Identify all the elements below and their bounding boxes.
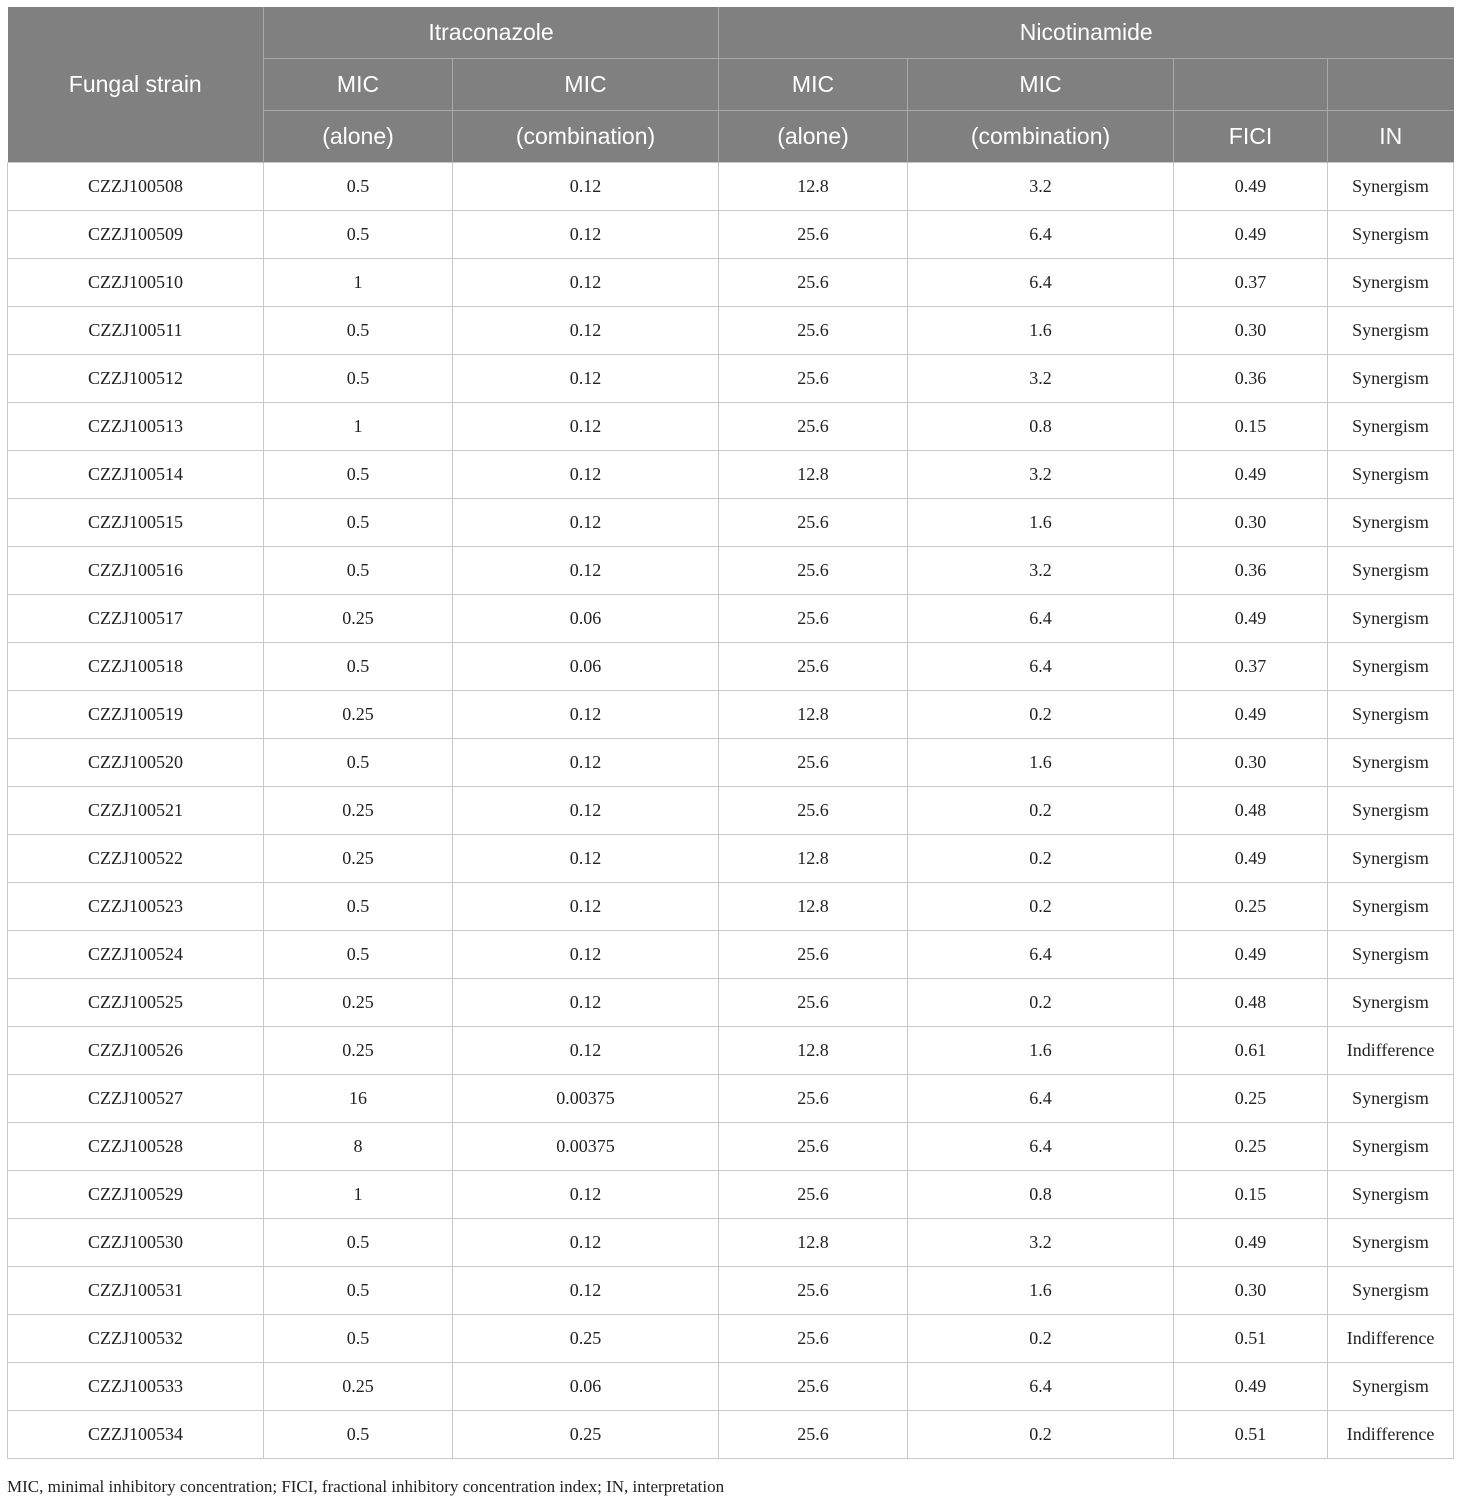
header-nico-combination: (combination) <box>908 111 1174 163</box>
table-row <box>8 1363 1454 1411</box>
cell-fici: 0.30 <box>1174 307 1328 355</box>
cell-interpretation: Synergism <box>1328 163 1454 211</box>
cell-nico-combination: 6.4 <box>908 259 1174 307</box>
table-row <box>8 1075 1454 1123</box>
table-row <box>8 547 1454 595</box>
cell-fici: 0.49 <box>1174 835 1328 883</box>
cell-itra-combination: 0.12 <box>453 979 719 1027</box>
cell-fici: 0.49 <box>1174 211 1328 259</box>
cell-nico-combination: 0.2 <box>908 835 1174 883</box>
cell-itra-alone: 0.5 <box>264 1267 453 1315</box>
cell-nico-alone: 25.6 <box>719 643 908 691</box>
cell-strain: CZZJ100517 <box>8 595 264 643</box>
cell-nico-combination: 0.8 <box>908 403 1174 451</box>
cell-nico-alone: 25.6 <box>719 595 908 643</box>
cell-interpretation: Synergism <box>1328 883 1454 931</box>
cell-strain: CZZJ100519 <box>8 691 264 739</box>
table-row <box>8 787 1454 835</box>
cell-fici: 0.49 <box>1174 1219 1328 1267</box>
cell-itra-combination: 0.12 <box>453 1219 719 1267</box>
cell-nico-alone: 25.6 <box>719 1363 908 1411</box>
cell-itra-alone: 0.5 <box>264 163 453 211</box>
cell-fici: 0.48 <box>1174 979 1328 1027</box>
cell-strain: CZZJ100531 <box>8 1267 264 1315</box>
cell-itra-combination: 0.12 <box>453 1171 719 1219</box>
cell-itra-alone: 0.25 <box>264 835 453 883</box>
cell-nico-alone: 25.6 <box>719 739 908 787</box>
table-row <box>8 163 1454 211</box>
cell-itra-combination: 0.12 <box>453 1267 719 1315</box>
cell-interpretation: Synergism <box>1328 691 1454 739</box>
header-nico-alone: (alone) <box>719 111 908 163</box>
cell-interpretation: Synergism <box>1328 355 1454 403</box>
cell-interpretation: Synergism <box>1328 1123 1454 1171</box>
cell-interpretation: Synergism <box>1328 979 1454 1027</box>
cell-strain: CZZJ100533 <box>8 1363 264 1411</box>
cell-nico-alone: 25.6 <box>719 1411 908 1459</box>
cell-itra-combination: 0.12 <box>453 691 719 739</box>
cell-itra-alone: 1 <box>264 259 453 307</box>
cell-itra-combination: 0.12 <box>453 451 719 499</box>
table-row <box>8 499 1454 547</box>
cell-fici: 0.15 <box>1174 403 1328 451</box>
cell-itra-combination: 0.12 <box>453 211 719 259</box>
table-row <box>8 883 1454 931</box>
cell-nico-alone: 25.6 <box>719 259 908 307</box>
cell-itra-alone: 0.5 <box>264 1315 453 1363</box>
cell-itra-alone: 1 <box>264 403 453 451</box>
header-group-itraconazole: Itraconazole <box>264 7 719 59</box>
cell-nico-alone: 25.6 <box>719 403 908 451</box>
cell-itra-combination: 0.06 <box>453 595 719 643</box>
header-fungal-strain: Fungal strain <box>8 7 264 163</box>
cell-strain: CZZJ100523 <box>8 883 264 931</box>
cell-fici: 0.48 <box>1174 787 1328 835</box>
cell-itra-alone: 0.25 <box>264 1363 453 1411</box>
cell-interpretation: Synergism <box>1328 739 1454 787</box>
cell-interpretation: Indifference <box>1328 1411 1454 1459</box>
cell-nico-combination: 1.6 <box>908 1267 1174 1315</box>
cell-interpretation: Synergism <box>1328 307 1454 355</box>
cell-interpretation: Synergism <box>1328 835 1454 883</box>
cell-itra-combination: 0.00375 <box>453 1123 719 1171</box>
cell-itra-combination: 0.12 <box>453 835 719 883</box>
cell-nico-alone: 12.8 <box>719 1027 908 1075</box>
cell-fici: 0.30 <box>1174 1267 1328 1315</box>
cell-strain: CZZJ100510 <box>8 259 264 307</box>
cell-fici: 0.49 <box>1174 595 1328 643</box>
cell-fici: 0.37 <box>1174 643 1328 691</box>
cell-itra-combination: 0.12 <box>453 259 719 307</box>
header-fici: FICI <box>1174 111 1328 163</box>
cell-interpretation: Synergism <box>1328 1075 1454 1123</box>
cell-itra-alone: 0.5 <box>264 451 453 499</box>
cell-itra-combination: 0.12 <box>453 787 719 835</box>
cell-itra-alone: 0.5 <box>264 1411 453 1459</box>
cell-itra-alone: 0.5 <box>264 931 453 979</box>
cell-itra-alone: 0.5 <box>264 499 453 547</box>
header-itra-mic-combination: MIC <box>453 59 719 111</box>
cell-fici: 0.49 <box>1174 1363 1328 1411</box>
cell-strain: CZZJ100511 <box>8 307 264 355</box>
table-row <box>8 403 1454 451</box>
cell-interpretation: Indifference <box>1328 1315 1454 1363</box>
table-footnote: MIC, minimal inhibitory concentration; FICI, fractional inhibitory concentration index; IN, interpretation <box>7 1477 725 1496</box>
cell-itra-combination: 0.25 <box>453 1411 719 1459</box>
table-row <box>8 1171 1454 1219</box>
table-row <box>8 1219 1454 1267</box>
table-row <box>8 1027 1454 1075</box>
cell-nico-alone: 12.8 <box>719 451 908 499</box>
cell-itra-alone: 0.5 <box>264 547 453 595</box>
cell-nico-combination: 6.4 <box>908 931 1174 979</box>
cell-fici: 0.25 <box>1174 1075 1328 1123</box>
cell-strain: CZZJ100518 <box>8 643 264 691</box>
cell-nico-alone: 12.8 <box>719 691 908 739</box>
cell-nico-combination: 6.4 <box>908 595 1174 643</box>
cell-itra-alone: 1 <box>264 1171 453 1219</box>
cell-strain: CZZJ100522 <box>8 835 264 883</box>
cell-itra-alone: 0.5 <box>264 355 453 403</box>
cell-itra-alone: 0.5 <box>264 739 453 787</box>
cell-strain: CZZJ100520 <box>8 739 264 787</box>
cell-itra-alone: 0.25 <box>264 787 453 835</box>
cell-itra-combination: 0.06 <box>453 1363 719 1411</box>
cell-itra-combination: 0.12 <box>453 883 719 931</box>
cell-itra-alone: 0.5 <box>264 307 453 355</box>
cell-fici: 0.51 <box>1174 1315 1328 1363</box>
cell-itra-alone: 0.25 <box>264 979 453 1027</box>
cell-fici: 0.25 <box>1174 883 1328 931</box>
table-row <box>8 259 1454 307</box>
cell-nico-alone: 25.6 <box>719 1075 908 1123</box>
table-row <box>8 1123 1454 1171</box>
cell-interpretation: Synergism <box>1328 1171 1454 1219</box>
cell-interpretation: Synergism <box>1328 931 1454 979</box>
cell-nico-alone: 25.6 <box>719 355 908 403</box>
cell-interpretation: Synergism <box>1328 259 1454 307</box>
cell-strain: CZZJ100530 <box>8 1219 264 1267</box>
cell-itra-alone: 0.5 <box>264 1219 453 1267</box>
header-itra-alone: (alone) <box>264 111 453 163</box>
cell-fici: 0.25 <box>1174 1123 1328 1171</box>
cell-itra-combination: 0.12 <box>453 163 719 211</box>
table-row <box>8 1315 1454 1363</box>
cell-strain: CZZJ100532 <box>8 1315 264 1363</box>
cell-nico-combination: 3.2 <box>908 355 1174 403</box>
cell-fici: 0.51 <box>1174 1411 1328 1459</box>
table-row <box>8 1411 1454 1459</box>
header-nico-mic-alone: MIC <box>719 59 908 111</box>
cell-interpretation: Synergism <box>1328 1363 1454 1411</box>
header-fici-blank <box>1174 59 1328 111</box>
cell-interpretation: Synergism <box>1328 211 1454 259</box>
cell-nico-alone: 25.6 <box>719 547 908 595</box>
cell-fici: 0.49 <box>1174 451 1328 499</box>
cell-nico-combination: 1.6 <box>908 1027 1174 1075</box>
cell-nico-combination: 1.6 <box>908 739 1174 787</box>
cell-strain: CZZJ100525 <box>8 979 264 1027</box>
cell-nico-combination: 3.2 <box>908 451 1174 499</box>
cell-nico-combination: 0.2 <box>908 1411 1174 1459</box>
header-in: IN <box>1328 111 1454 163</box>
synergy-table <box>7 7 1454 1459</box>
cell-strain: CZZJ100514 <box>8 451 264 499</box>
cell-itra-combination: 0.06 <box>453 643 719 691</box>
cell-itra-combination: 0.12 <box>453 355 719 403</box>
table-row <box>8 931 1454 979</box>
cell-nico-combination: 6.4 <box>908 1075 1174 1123</box>
table-row <box>8 211 1454 259</box>
table-row <box>8 355 1454 403</box>
cell-nico-alone: 25.6 <box>719 1171 908 1219</box>
cell-itra-alone: 0.5 <box>264 211 453 259</box>
table-row <box>8 307 1454 355</box>
cell-nico-alone: 25.6 <box>719 499 908 547</box>
cell-strain: CZZJ100512 <box>8 355 264 403</box>
cell-itra-combination: 0.12 <box>453 403 719 451</box>
table-header <box>8 7 1454 163</box>
cell-itra-combination: 0.12 <box>453 499 719 547</box>
cell-fici: 0.30 <box>1174 739 1328 787</box>
table-row <box>8 979 1454 1027</box>
cell-itra-combination: 0.00375 <box>453 1075 719 1123</box>
cell-itra-combination: 0.12 <box>453 307 719 355</box>
cell-nico-alone: 25.6 <box>719 787 908 835</box>
cell-nico-combination: 0.2 <box>908 1315 1174 1363</box>
cell-interpretation: Synergism <box>1328 547 1454 595</box>
cell-fici: 0.15 <box>1174 1171 1328 1219</box>
cell-nico-alone: 25.6 <box>719 1123 908 1171</box>
cell-fici: 0.36 <box>1174 355 1328 403</box>
cell-interpretation: Synergism <box>1328 1219 1454 1267</box>
cell-interpretation: Synergism <box>1328 403 1454 451</box>
cell-itra-combination: 0.25 <box>453 1315 719 1363</box>
cell-nico-combination: 0.8 <box>908 1171 1174 1219</box>
header-in-blank <box>1328 59 1454 111</box>
cell-nico-combination: 6.4 <box>908 1123 1174 1171</box>
cell-strain: CZZJ100529 <box>8 1171 264 1219</box>
cell-nico-combination: 0.2 <box>908 691 1174 739</box>
table-row <box>8 1267 1454 1315</box>
table-row <box>8 451 1454 499</box>
cell-nico-alone: 12.8 <box>719 883 908 931</box>
cell-nico-combination: 3.2 <box>908 547 1174 595</box>
cell-interpretation: Synergism <box>1328 499 1454 547</box>
cell-itra-alone: 0.25 <box>264 691 453 739</box>
cell-nico-alone: 25.6 <box>719 1267 908 1315</box>
cell-nico-alone: 25.6 <box>719 211 908 259</box>
cell-fici: 0.49 <box>1174 931 1328 979</box>
cell-strain: CZZJ100526 <box>8 1027 264 1075</box>
cell-fici: 0.30 <box>1174 499 1328 547</box>
cell-nico-combination: 6.4 <box>908 1363 1174 1411</box>
cell-fici: 0.37 <box>1174 259 1328 307</box>
cell-strain: CZZJ100534 <box>8 1411 264 1459</box>
header-group-nicotinamide: Nicotinamide <box>719 7 1454 59</box>
table-row <box>8 595 1454 643</box>
cell-itra-combination: 0.12 <box>453 547 719 595</box>
cell-strain: CZZJ100524 <box>8 931 264 979</box>
cell-interpretation: Synergism <box>1328 787 1454 835</box>
cell-fici: 0.61 <box>1174 1027 1328 1075</box>
cell-nico-alone: 12.8 <box>719 835 908 883</box>
cell-strain: CZZJ100527 <box>8 1075 264 1123</box>
cell-itra-alone: 0.25 <box>264 595 453 643</box>
cell-strain: CZZJ100509 <box>8 211 264 259</box>
header-itra-combination: (combination) <box>453 111 719 163</box>
cell-strain: CZZJ100521 <box>8 787 264 835</box>
table-row <box>8 691 1454 739</box>
cell-nico-alone: 25.6 <box>719 1315 908 1363</box>
cell-fici: 0.49 <box>1174 691 1328 739</box>
cell-nico-combination: 6.4 <box>908 211 1174 259</box>
cell-nico-combination: 1.6 <box>908 307 1174 355</box>
cell-strain: CZZJ100513 <box>8 403 264 451</box>
cell-interpretation: Synergism <box>1328 1267 1454 1315</box>
cell-itra-alone: 0.5 <box>264 643 453 691</box>
cell-itra-alone: 8 <box>264 1123 453 1171</box>
table-row <box>8 835 1454 883</box>
cell-nico-combination: 0.2 <box>908 979 1174 1027</box>
cell-strain: CZZJ100508 <box>8 163 264 211</box>
header-itra-mic-alone: MIC <box>264 59 453 111</box>
cell-nico-alone: 25.6 <box>719 307 908 355</box>
cell-nico-alone: 25.6 <box>719 931 908 979</box>
cell-nico-alone: 12.8 <box>719 1219 908 1267</box>
cell-itra-alone: 16 <box>264 1075 453 1123</box>
cell-nico-combination: 6.4 <box>908 643 1174 691</box>
table-row <box>8 643 1454 691</box>
table-body <box>8 163 1454 1459</box>
cell-interpretation: Synergism <box>1328 643 1454 691</box>
cell-interpretation: Synergism <box>1328 595 1454 643</box>
cell-strain: CZZJ100528 <box>8 1123 264 1171</box>
cell-itra-combination: 0.12 <box>453 1027 719 1075</box>
cell-nico-combination: 1.6 <box>908 499 1174 547</box>
cell-nico-combination: 3.2 <box>908 163 1174 211</box>
cell-interpretation: Synergism <box>1328 451 1454 499</box>
cell-strain: CZZJ100515 <box>8 499 264 547</box>
cell-nico-alone: 25.6 <box>719 979 908 1027</box>
cell-fici: 0.36 <box>1174 547 1328 595</box>
cell-strain: CZZJ100516 <box>8 547 264 595</box>
cell-interpretation: Indifference <box>1328 1027 1454 1075</box>
cell-nico-combination: 0.2 <box>908 787 1174 835</box>
cell-itra-alone: 0.5 <box>264 883 453 931</box>
cell-itra-combination: 0.12 <box>453 931 719 979</box>
cell-nico-combination: 3.2 <box>908 1219 1174 1267</box>
cell-itra-combination: 0.12 <box>453 739 719 787</box>
header-nico-mic-combination: MIC <box>908 59 1174 111</box>
cell-nico-alone: 12.8 <box>719 163 908 211</box>
table-row <box>8 739 1454 787</box>
cell-nico-combination: 0.2 <box>908 883 1174 931</box>
cell-fici: 0.49 <box>1174 163 1328 211</box>
data-table-container <box>7 7 1453 1459</box>
cell-itra-alone: 0.25 <box>264 1027 453 1075</box>
